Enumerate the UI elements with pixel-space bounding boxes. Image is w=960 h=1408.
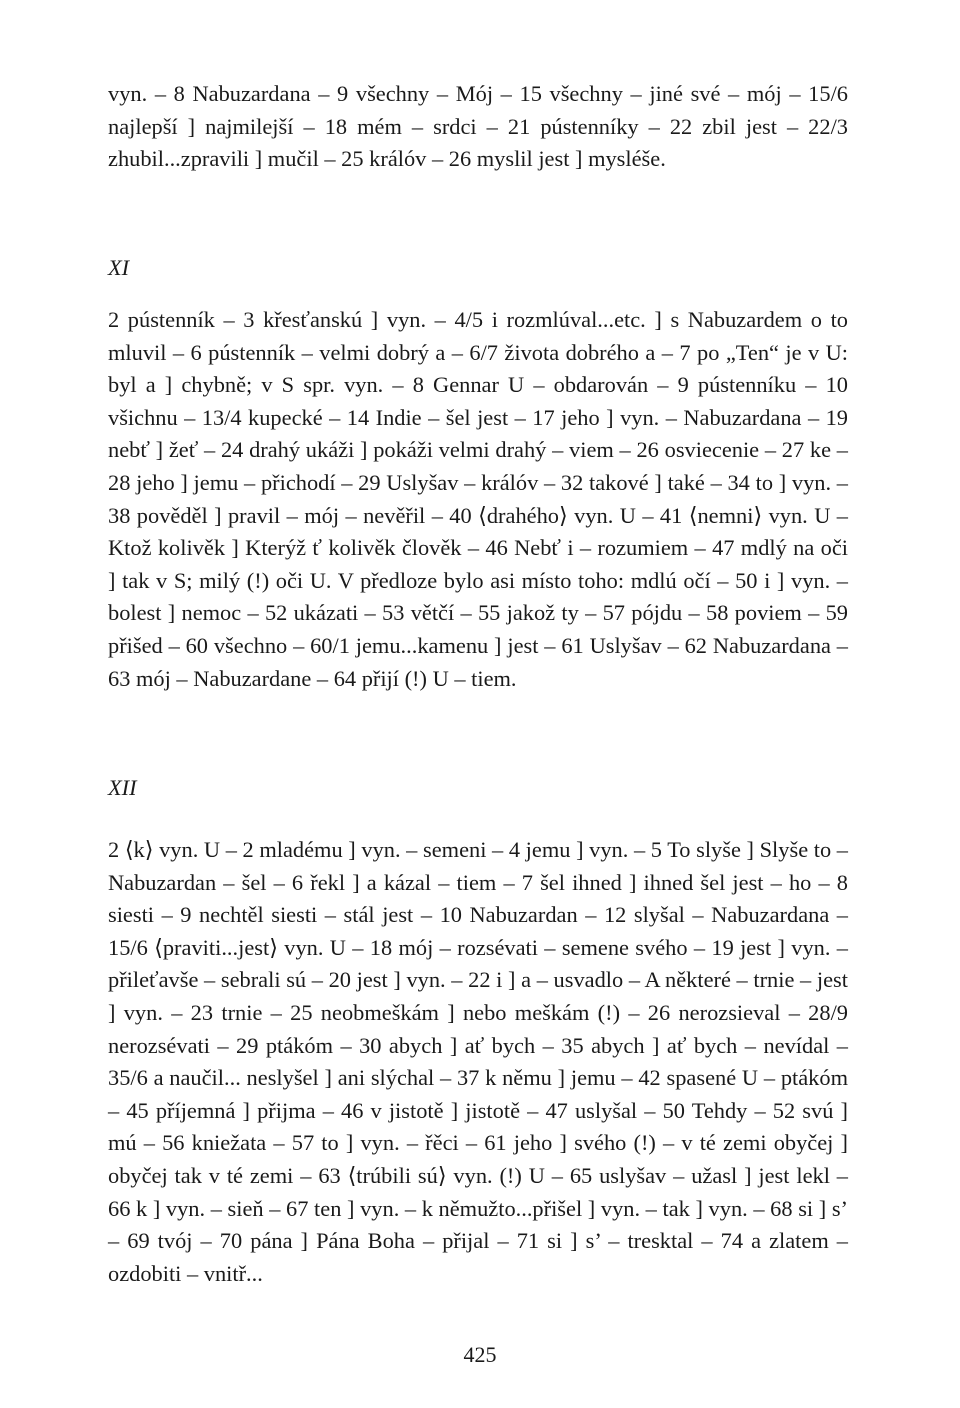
page-number: 425 <box>463 1342 497 1367</box>
section-heading-xii: XII <box>108 775 137 800</box>
section-xii-paragraph: 2 ⟨k⟩ vyn. U – 2 mladému ] vyn. – semeni – 4 jemu ] vyn. – 5 To slyše ] Slyše to – Nabuzardan – šel – 6 řekl ] a kázal – tiem – 7 šel ihned ] ihned šel jest – ho – 8 siesti – 9 nechtěl siesti – stál jest – 10 Nabuzardan – 12 slyšal – Nabuzardana – 15/6 ⟨praviti...jest⟩ vyn. U – 18 mój – rozsévati – semene svého – 19 jest ] vyn. – přileťavše – sebrali sú – 20 jest ] vyn. – 22 i ] a – usvadlo – A některé – trnie – jest ] vyn. – 23 trnie – 25 neobmeškám ] nebo meškám (!) – 26 nerozsieval – 28/9 nerozsévati – 29 ptákóm – 30 abych ] ať bych – 35 abych ] ať bych – nevídal – 35/6 a naučil... neslyšel ] ani slýchal – 37 k němu ] jemu – 42 spasené U – ptákóm – 45 příjemná ] přijma – 46 v jistotě ] jistotě – 47 uslyšal – 50 Tehdy – 52 svú ] mú – 56 kniežata – 57 to ] vyn. – řěci – 61 jeho ] svého (!) – v té zemi obyčej ] obyčej tak v té zemi – 63 ⟨trúbili sú⟩ vyn. (!) U – 65 uslyšav – užasl ] jest lekl – 66 k ] vyn. – sieň – 67 ten ] vyn. – k němužto...přišel ] vyn. – tak ] vyn. – 68 si ] s’ – 69 tvój – 70 pána ] Pána Boha – přijal – 71 si ] s’ – tresktal – 74 a zlatem – ozdobiti – vnitř... <box>108 837 848 1286</box>
section-xi-paragraph: 2 pústenník – 3 křesťanskú ] vyn. – 4/5 i rozmlúval...etc. ] s Nabuzardem o to mluvil – 6 pústenník – velmi dobrý a – 6/7 života dobrého a – 7 po „Ten“ je v U: byl a ] chybně; v S spr. vyn. – 8 Gennar U – obdarován – 9 pústenníku – 10 všichnu – 13/4 kupecké – 14 Indie – šel jest – 17 jeho ] vyn. – Nabuzardana – 19 nebť ] žeť – 24 drahý ukáži ] pokáži velmi drahý – viem – 26 osviecenie – 27 ke – 28 jeho ] jemu – přichodí – 29 Uslyšav – králóv – 32 takové ] také – 34 to ] vyn. – 38 pověděl ] pravil – mój – nevěřil – 40 ⟨drahého⟩ vyn. U – 41 ⟨nemni⟩ vyn. U – Ktož kolivěk ] Kterýž ť kolivěk člověk – 46 Nebť i – rozumiem – 47 mdlý na oči ] tak v S; milý (!) oči U. V předloze bylo asi místo toho: mdlú očí – 50 i ] vyn. – bolest ] nemoc – 52 ukázati – 53 větčí – 55 jakož ty – 57 pójdu – 58 poviem – 59 přišed – 60 všechno – 60/1 jemu...kamenu ] jest – 61 Uslyšav – 62 Nabuzardana – 63 mój – Nabuzardane – 64 přijí (!) U – tiem. <box>108 307 848 691</box>
section-heading-xi: XI <box>108 255 130 280</box>
paragraph-top: vyn. – 8 Nabuzardana – 9 všechny – Mój – 15 všechny – jiné své – mój – 15/6 najlepší ] najmilejší – 18 mém – srdci – 21 pústenníky – 22 zbil jest – 22/3 zhubil...zpravili ] mučil – 25 králóv – 26 myslil jest ] mysléše. <box>108 81 848 172</box>
